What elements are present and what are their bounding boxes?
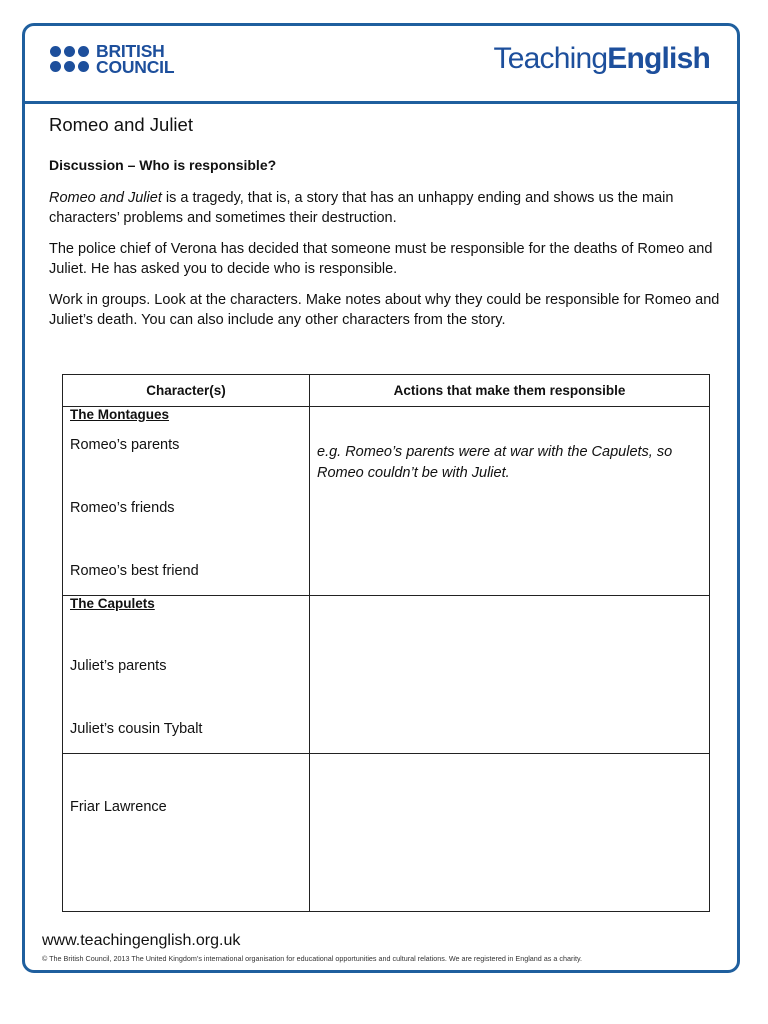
responsibility-table xyxy=(62,374,710,912)
teaching-english-logo-light: Teaching xyxy=(493,42,608,75)
table-row xyxy=(63,754,710,912)
actions-cell-friar[interactable] xyxy=(310,754,710,912)
table-row xyxy=(63,407,710,596)
character-item: Juliet’s parents xyxy=(70,658,167,674)
actions-cell-capulets[interactable] xyxy=(310,596,710,754)
characters-cell-friar xyxy=(63,754,310,912)
british-council-wordmark: BRITISH COUNCIL xyxy=(96,41,175,77)
group-heading-capulets: The Capulets xyxy=(70,596,155,611)
actions-cell-montagues[interactable] xyxy=(310,407,710,596)
footer-copyright: © The British Council, 2013 The United Kingdom’s international organisation for educational opportunities and cultural relations. We are registered in England as a charity. xyxy=(42,954,583,963)
header-divider xyxy=(22,101,740,104)
column-header-actions: Actions that make them responsible xyxy=(310,375,710,407)
character-item: Romeo’s best friend xyxy=(70,563,199,579)
teaching-english-logo-bold: English xyxy=(607,42,710,75)
play-title-italic: Romeo and Juliet xyxy=(49,190,162,206)
instructions-paragraph: Work in groups. Look at the characters. Make notes about why they could be responsible for Romeo and Juliet’s death. You can also include any other characters from the story. xyxy=(49,292,720,328)
character-item: Juliet’s cousin Tybalt xyxy=(70,721,203,737)
intro-paragraph xyxy=(49,188,729,228)
character-item: Romeo’s parents xyxy=(70,437,180,453)
footer-url[interactable]: www.teachingenglish.org.uk xyxy=(42,932,241,949)
group-heading-montagues: The Montagues xyxy=(70,407,170,422)
character-item: Friar Lawrence xyxy=(70,799,167,815)
character-item: Romeo’s friends xyxy=(70,500,175,516)
table-row xyxy=(63,596,710,754)
british-council-logo xyxy=(50,43,174,75)
intro-paragraph-text: is a tragedy, that is, a story that has an unhappy ending and shows us the main characters’ problems and sometimes their destruction. xyxy=(49,190,674,226)
teaching-english-logo xyxy=(494,42,710,76)
context-paragraph: The police chief of Verona has decided that someone must be responsible for the deaths of Romeo and Juliet. He has asked you to decide who is responsible. xyxy=(49,241,713,277)
table-header-row xyxy=(63,375,710,407)
column-header-characters: Character(s) xyxy=(63,375,310,407)
characters-cell-capulets xyxy=(63,596,310,754)
characters-cell-montagues xyxy=(63,407,310,596)
british-council-dots-icon xyxy=(50,46,89,72)
example-answer: e.g. Romeo’s parents were at war with the Capulets, so Romeo couldn’t be with Juliet. xyxy=(317,444,673,481)
section-subtitle: Discussion – Who is responsible? xyxy=(49,157,277,173)
page-title: Romeo and Juliet xyxy=(49,114,193,135)
